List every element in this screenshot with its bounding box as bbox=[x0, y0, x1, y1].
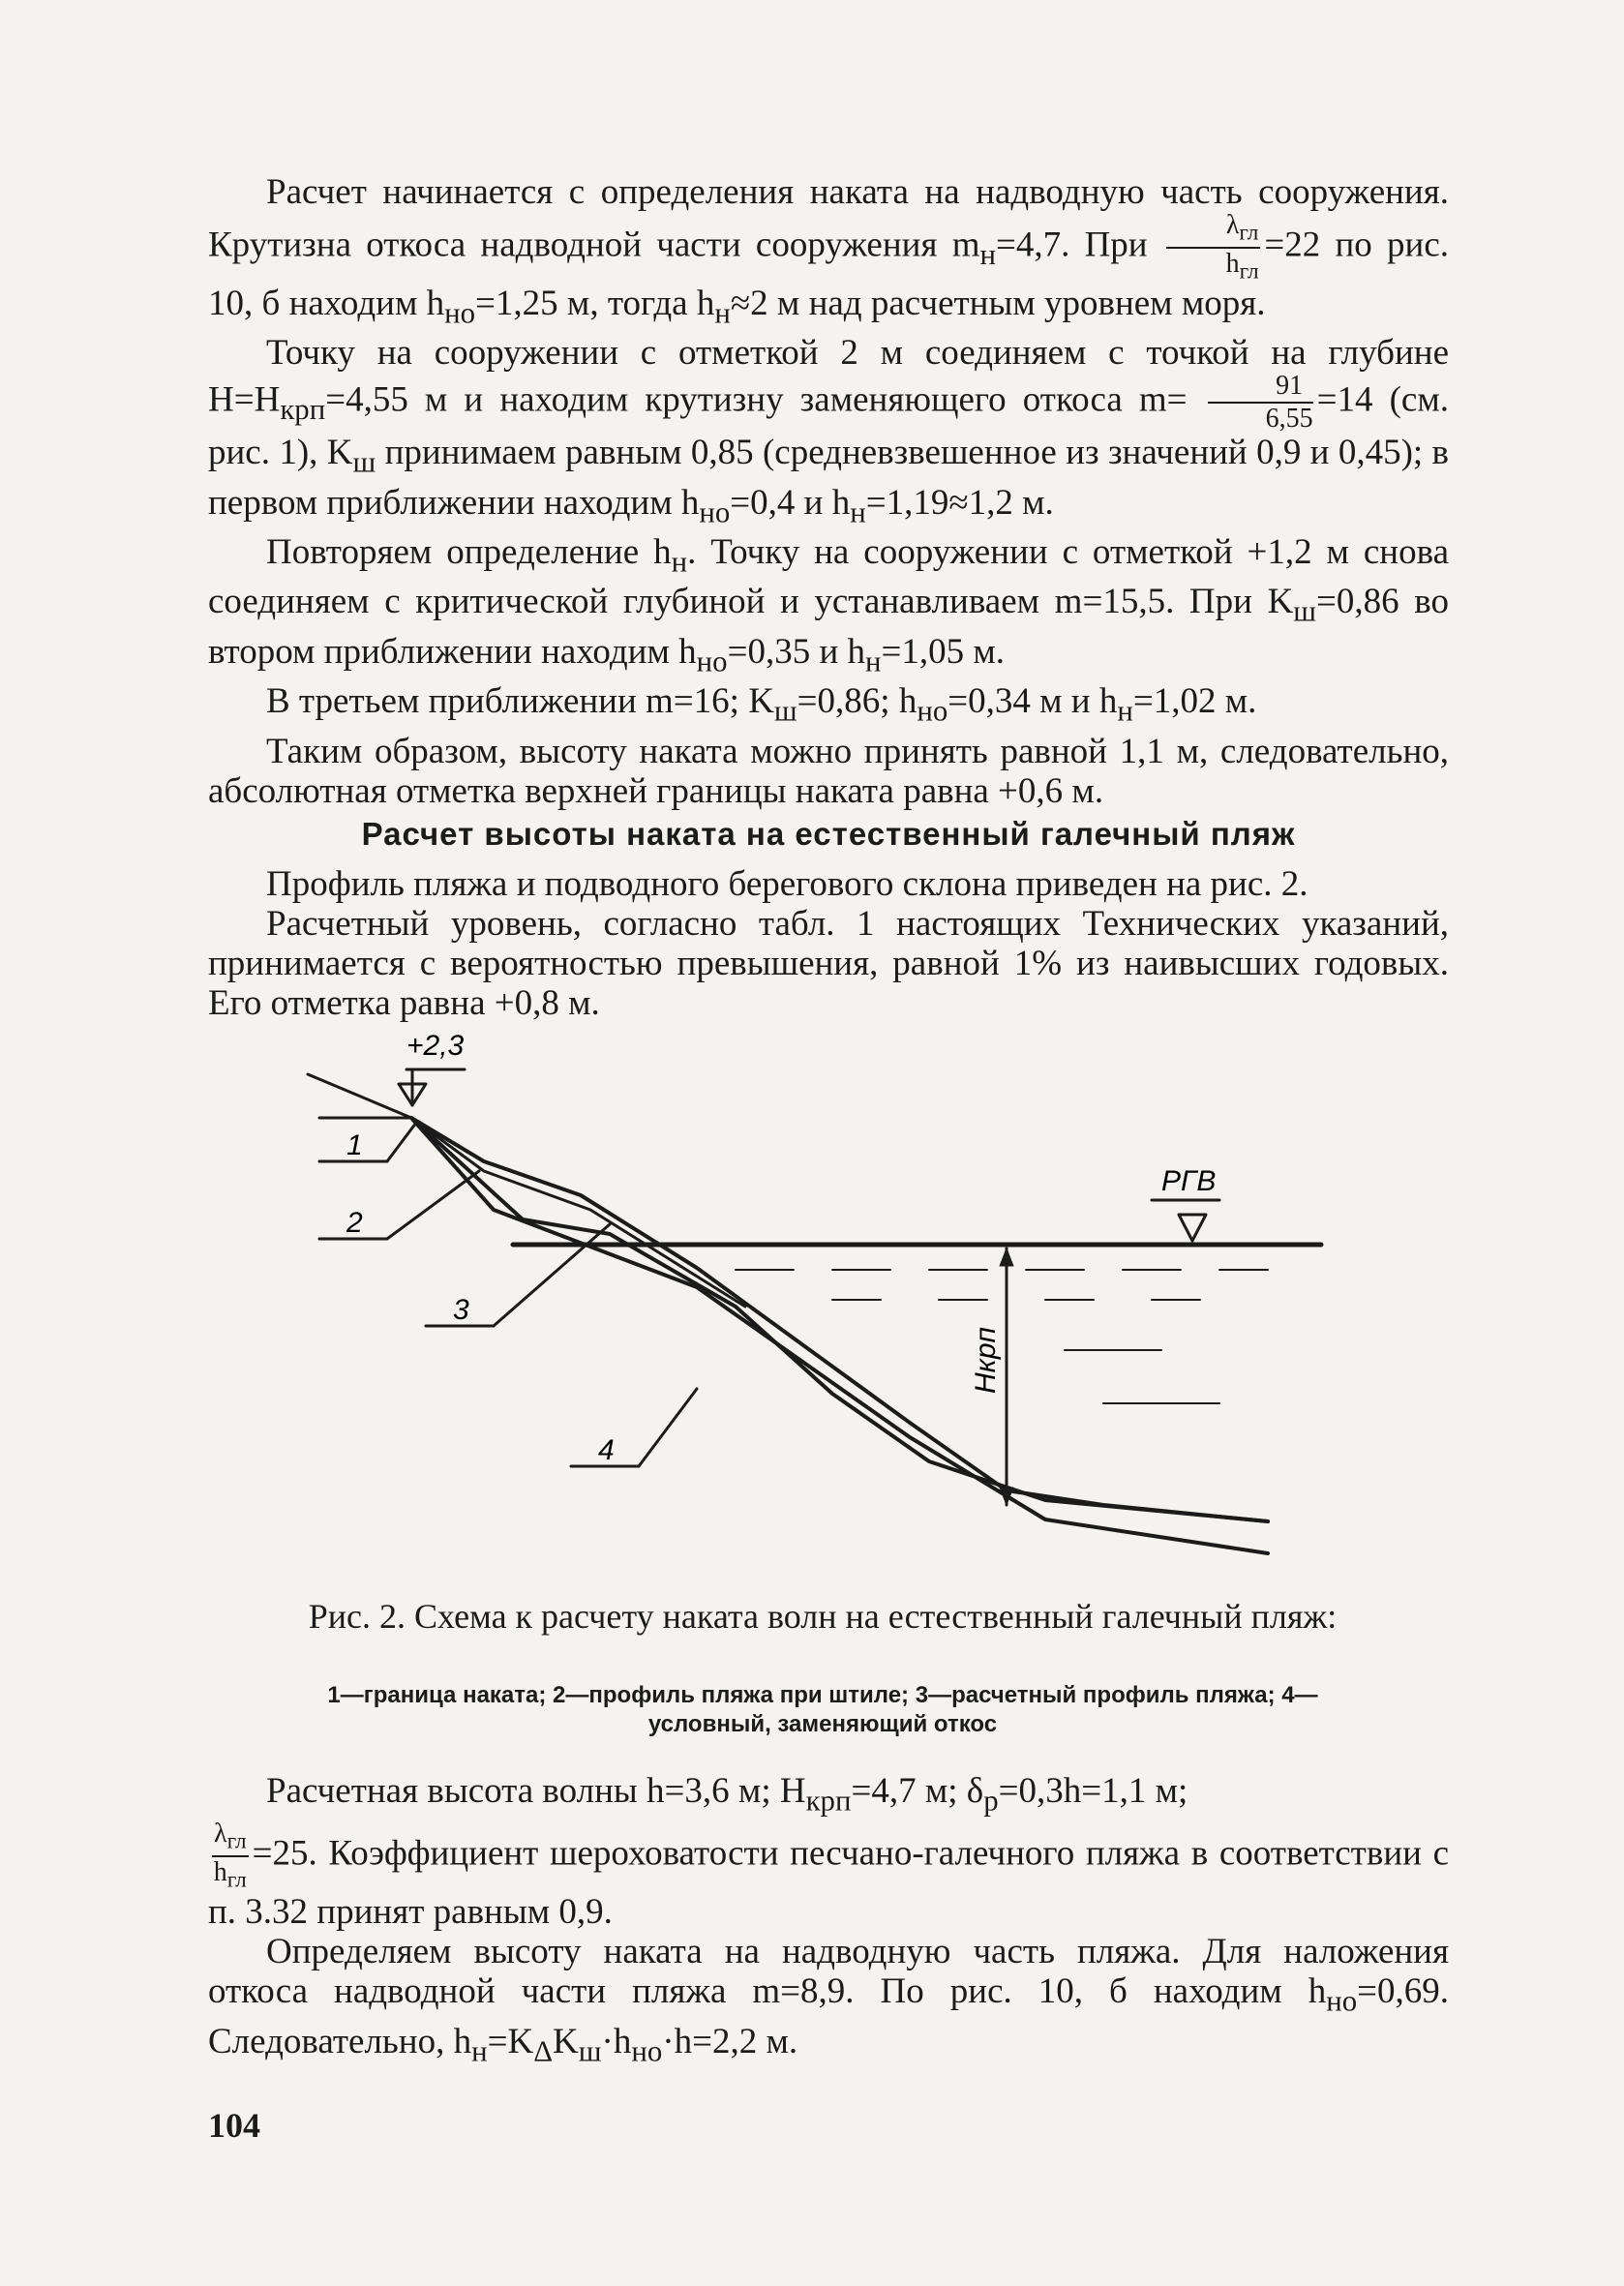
callout-2-label: 2 bbox=[346, 1207, 363, 1239]
frac1-num-sub: гл bbox=[1239, 220, 1259, 246]
callout-4-label: 4 bbox=[598, 1434, 615, 1466]
paragraph-9 bbox=[208, 1932, 1449, 2071]
frac3-num-sub: гл bbox=[226, 1828, 247, 1854]
p1-text-c: =22 по рис. 10, б находим h bbox=[208, 225, 1449, 323]
p9-sub-a: но bbox=[1326, 1984, 1358, 2018]
callout-1-leader bbox=[387, 1123, 416, 1161]
p2-text-d: принимаем равным 0,85 (средневзвешенное из значений 0,9 и 0,45); в первом приближении находим h bbox=[208, 433, 1450, 523]
p1-text-d: =1,25 м, тогда h bbox=[475, 283, 715, 323]
paragraph-7: Расчетный уровень, согласно табл. 1 настоящих Технических указаний, принимается с вероятностью превышения, равной 1% из наивысших годовых. Его отметка равна +0,8 м. bbox=[208, 904, 1449, 1023]
frac3-den-sub: гл bbox=[226, 1867, 247, 1893]
p8-text-a: Расчетная высота волны h=3,6 м; H bbox=[266, 1771, 806, 1811]
p1-sub-a: н bbox=[979, 237, 996, 271]
p9-sub-e: но bbox=[631, 2034, 663, 2068]
paragraph-2 bbox=[208, 333, 1449, 532]
paragraph-6: Профиль пляжа и подводного берегового склона приведен на рис. 2. bbox=[266, 864, 1308, 904]
p2-text-e: =0,4 и h bbox=[730, 482, 851, 523]
figure-caption: Рис. 2. Схема к расчету наката волн на естественный галечный пляж: bbox=[308, 1597, 1338, 1636]
p2-sub-e: н bbox=[850, 496, 866, 529]
p8-text-c: =0,3h=1,1 м; bbox=[998, 1771, 1188, 1811]
paragraph-5: Таким образом, высоту наката можно принять равной 1,1 м, следовательно, абсолютная отметка верхней границы наката равна +0,6 м. bbox=[208, 731, 1449, 811]
p8-text-b: =4,7 м; δ bbox=[851, 1771, 984, 1811]
frac3-den: h bbox=[213, 1857, 227, 1888]
p8-text-d: =25. Коэффициент шероховатости песчано-галечного пляжа в соответствии с п. 3.32 принят равным 0,9. bbox=[208, 1833, 1449, 1933]
paragraph-1 bbox=[208, 172, 1449, 333]
profile-line-2-calm bbox=[411, 1118, 1268, 1521]
paragraph-4 bbox=[208, 681, 1449, 731]
p1-sub-c: но bbox=[444, 296, 476, 330]
p4-text-d: =1,02 м. bbox=[1132, 681, 1257, 722]
p2-sub-c: ш bbox=[352, 445, 376, 479]
figure-legend: 1—граница наката; 2—профиль пляжа при штиле; 3—расчетный профиль пляжа; 4—условный, заменяющий откос bbox=[327, 1682, 1318, 1737]
beach-profile-diagram bbox=[290, 1016, 1355, 1597]
p8-sub-b: р bbox=[983, 1784, 999, 1818]
p9-text-d: K bbox=[553, 2021, 579, 2061]
p3-text-e: =1,05 м. bbox=[881, 631, 1006, 672]
p3-sub-b: ш bbox=[1293, 594, 1317, 628]
p3-text-b: . Точку на сооружении с отметкой +1,2 м снова соединяем с критической глубиной и устанавливаем m=15,5. При K bbox=[208, 532, 1449, 622]
p9-text-b: =0,69. Следовательно, h bbox=[208, 1971, 1449, 2061]
frac1-num: λ bbox=[1225, 210, 1240, 240]
p2-text-f: =1,19≈1,2 м. bbox=[865, 482, 1054, 523]
frac3-num: λ bbox=[214, 1819, 227, 1850]
p1-text-b: =4,7. При bbox=[995, 225, 1148, 265]
paragraph-8-cont bbox=[208, 1820, 1449, 1932]
p1-sub-d: н bbox=[714, 296, 731, 330]
callout-2-leader bbox=[387, 1171, 479, 1239]
p9-sub-c: Δ bbox=[533, 2034, 554, 2068]
p4-sub-c: н bbox=[1117, 694, 1133, 728]
p4-text-b: =0,86; h bbox=[797, 681, 917, 722]
paragraph-3 bbox=[208, 532, 1449, 681]
p4-sub-a: ш bbox=[773, 694, 797, 728]
p4-text-c: =0,34 м и h bbox=[947, 681, 1118, 722]
page-number: 104 bbox=[208, 2106, 260, 2145]
profile-line-3-design bbox=[411, 1118, 1268, 1521]
text-block-bottom bbox=[208, 1771, 1449, 2071]
callout-1-label: 1 bbox=[346, 1129, 363, 1161]
fraction-lambda-h bbox=[1166, 212, 1261, 284]
p2-sub-d: но bbox=[699, 496, 731, 529]
elevation-label: +2,3 bbox=[406, 1030, 465, 1062]
profile-line-4-conditional bbox=[411, 1118, 1268, 1553]
p9-sub-b: н bbox=[471, 2034, 488, 2068]
p9-text-f: ·h=2,2 м. bbox=[662, 2021, 798, 2061]
p1-text-a: Расчет начинается с определения наката на надводную часть сооружения. Крутизна откоса надводной части сооружения m bbox=[208, 172, 1449, 265]
p2-sub-a: крп bbox=[280, 393, 326, 427]
p2-text-a: Точку на сооружении с отметкой 2 м соединяем с точкой на глубине H=H bbox=[208, 333, 1449, 420]
frac1-den-sub: гл bbox=[1239, 258, 1259, 285]
depth-arrow-top-icon bbox=[1000, 1248, 1013, 1266]
callout-4-leader bbox=[639, 1389, 697, 1466]
section-title: Расчет высоты наката на естественный галечный пляж bbox=[361, 816, 1296, 852]
p2-text-c: =14 (см. рис. 1), K bbox=[208, 379, 1450, 473]
callout-3-label: 3 bbox=[453, 1294, 469, 1326]
p3-text-a: Повторяем определение h bbox=[266, 532, 672, 573]
depth-label: Hкрп bbox=[970, 1326, 1002, 1394]
water-level-label: РГВ bbox=[1161, 1165, 1217, 1197]
frac2-num: 91 bbox=[1208, 373, 1313, 404]
rgv-triangle-icon bbox=[1179, 1215, 1206, 1241]
p3-sub-a: н bbox=[671, 545, 688, 579]
p9-text-c: =K bbox=[487, 2021, 534, 2061]
p3-text-d: =0,35 и h bbox=[727, 631, 865, 672]
beach-profile-figure bbox=[290, 1016, 1355, 1597]
frac1-den: h bbox=[1225, 248, 1240, 279]
p4-text-a: В третьем приближении m=16; K bbox=[266, 681, 774, 722]
p8-sub-a: крп bbox=[805, 1784, 852, 1818]
p2-text-b: =4,55 м и находим крутизну заменяющего откоса m= bbox=[325, 379, 1188, 420]
upper-slope-line bbox=[308, 1074, 411, 1118]
p3-sub-d: н bbox=[865, 645, 882, 678]
p9-sub-d: ш bbox=[578, 2034, 602, 2068]
fraction-lambda-h-2 bbox=[212, 1820, 249, 1892]
fraction-91-655 bbox=[1208, 373, 1313, 433]
text-block-middle bbox=[208, 864, 1449, 1023]
depth-arrow-bottom-icon bbox=[1000, 1488, 1013, 1505]
p9-text-e: ·h bbox=[601, 2021, 632, 2061]
text-block-top bbox=[208, 172, 1449, 811]
p4-sub-b: но bbox=[917, 694, 948, 728]
p9-text-a: Определяем высоту наката на надводную часть пляжа. Для наложения откоса надводной части пляжа m=8,9. По рис. 10, б находим h bbox=[208, 1932, 1449, 2012]
paragraph-8 bbox=[208, 1771, 1449, 1820]
p3-text-c: =0,86 во втором приближении находим h bbox=[208, 582, 1449, 672]
callout-3-leader bbox=[494, 1224, 610, 1326]
frac2-den: 6,55 bbox=[1265, 404, 1313, 435]
p3-sub-c: но bbox=[696, 645, 728, 678]
p1-text-e: ≈2 м над расчетным уровнем моря. bbox=[730, 283, 1266, 323]
